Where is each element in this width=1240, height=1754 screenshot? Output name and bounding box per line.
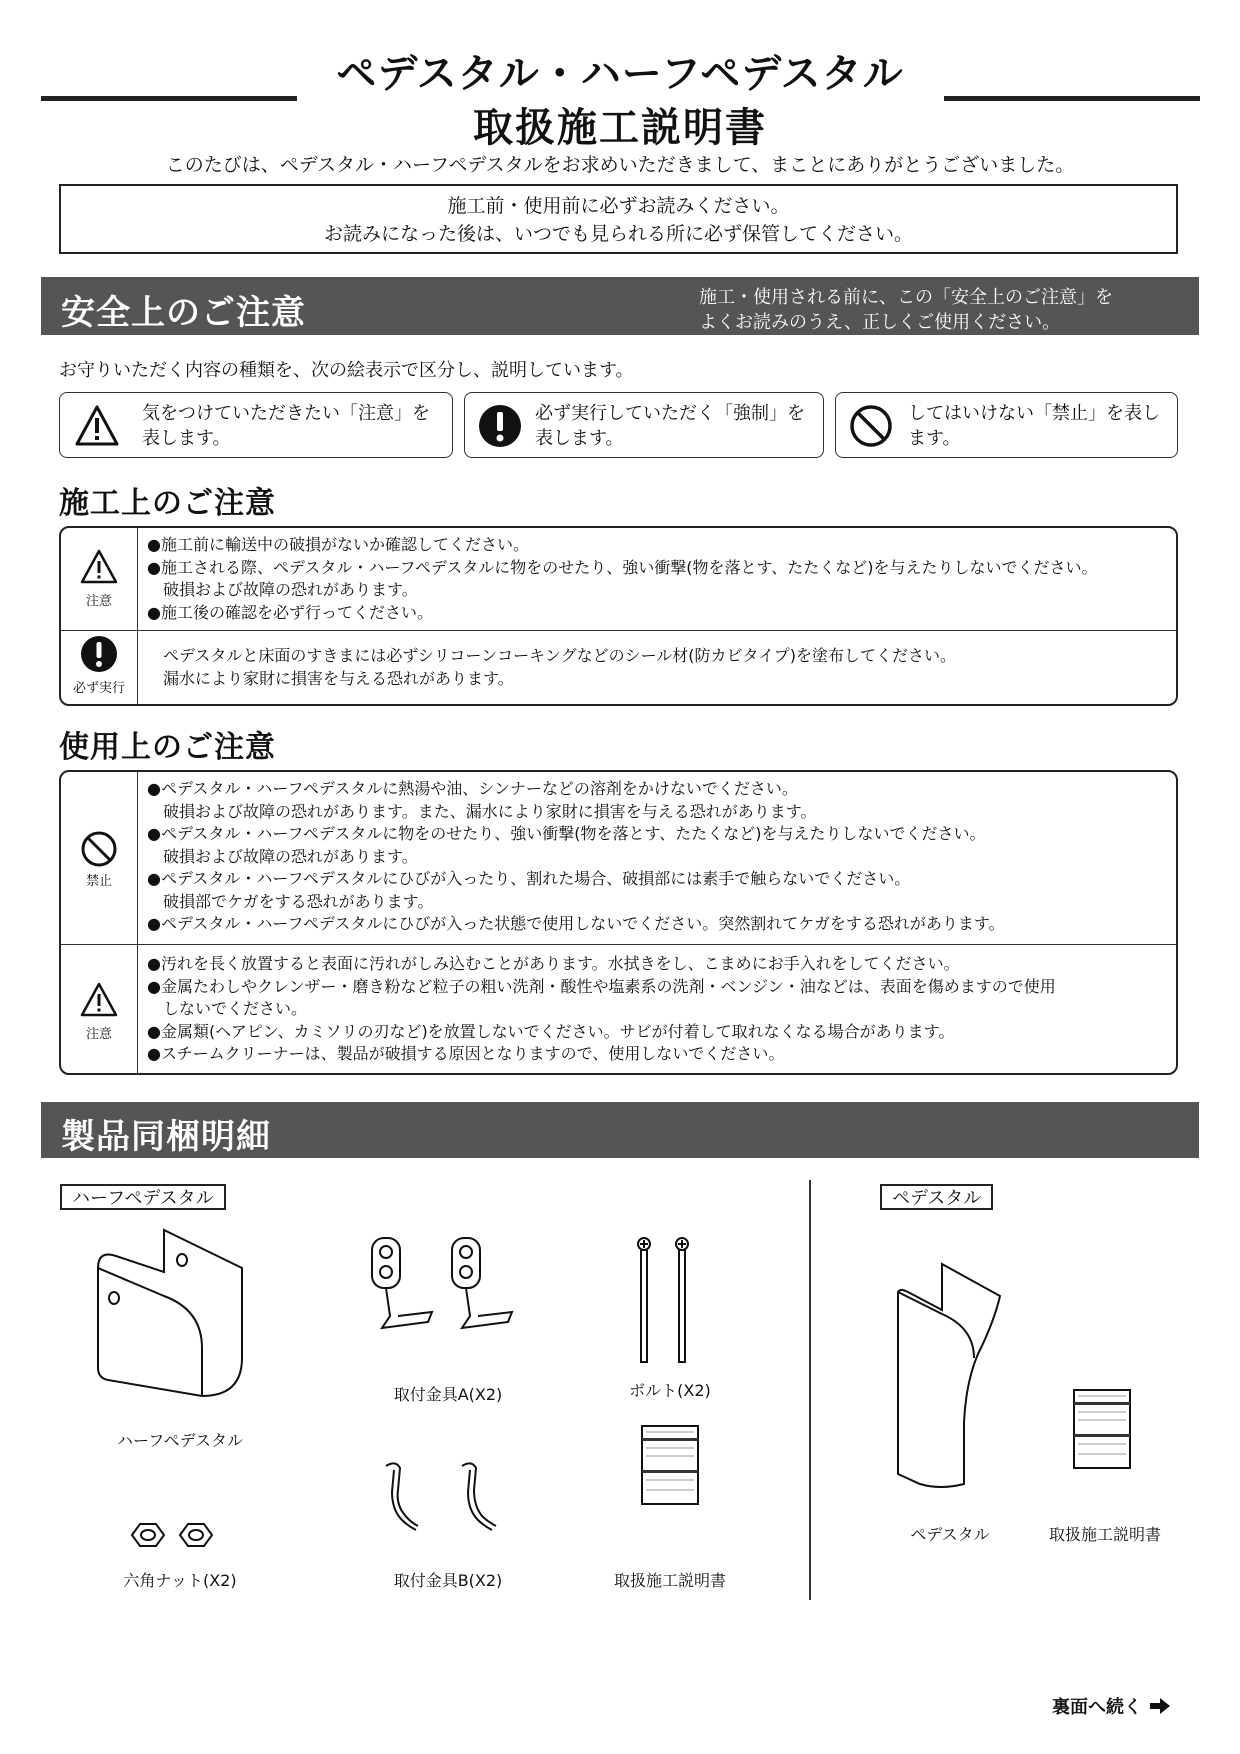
- mandatory-exclamation-icon: [477, 403, 523, 449]
- safety-section-band: [41, 277, 1199, 335]
- keep-notice-line-1: 施工前・使用前に必ずお読みください。: [447, 195, 790, 217]
- contents-heading: 製品同梱明細: [61, 1117, 271, 1157]
- manual-half-illustration: [640, 1424, 700, 1506]
- legend-caution-text: [142, 401, 430, 451]
- page-title: ペデスタル・ハーフペデスタル: [336, 51, 904, 97]
- install-mandatory-line-2: 漏水により家財に損害を与える恐れがあります。: [163, 668, 514, 688]
- legend-mandatory-line-1: 必ず実行していただく「強制」を: [535, 403, 805, 424]
- install-mandatory-icon-cell: [61, 631, 138, 706]
- usage-prohibited-line-1: ●ペデスタル・ハーフペデスタルに熱湯や油、シンナーなどの溶剤をかけないでください。: [147, 779, 798, 798]
- keep-notice-box: [59, 184, 1178, 254]
- usage-prohibited-line-2: 破損および故障の恐れがあります。また、漏水により家財に損害を与える恐れがあります。: [163, 801, 817, 821]
- usage-caution-line-4: ●金属類(ヘアピン、カミソリの刃など)を放置しないでください。サビが付着して取れなくなる場合があります。: [147, 1021, 955, 1041]
- install-row-mandatory: [61, 630, 1176, 706]
- install-caution-icon-cell: [61, 528, 138, 630]
- bracket-b-caption: 取付金具B(X2): [393, 1571, 503, 1590]
- install-caution-table: [59, 526, 1178, 706]
- legend-intro: お守りいただく内容の種類を、次の絵表示で区分し、説明しています。: [59, 360, 634, 381]
- mandatory-exclamation-icon: [80, 635, 118, 673]
- half-pedestal-group-label: ハーフペデスタル: [60, 1184, 226, 1210]
- install-mandatory-caption: 必ず実行: [72, 681, 125, 696]
- usage-prohibited-lines: [147, 778, 1005, 936]
- usage-caution-line-1: ●汚れを長く放置すると表面に汚れがしみ込むことがあります。水拭きをし、こまめにお手入れをしてください。: [147, 954, 960, 973]
- bracket-a-illustration: [368, 1236, 528, 1346]
- install-heading: 施工上のご注意: [59, 486, 276, 521]
- install-caution-line-4: ●施工後の確認を必ず行ってください。: [147, 602, 433, 622]
- legend-mandatory-text: [535, 401, 805, 451]
- usage-prohibited-line-5: ●ペデスタル・ハーフペデスタルにひびが入ったり、割れた場合、破損部には素手で触らないでください。: [147, 869, 911, 888]
- usage-prohibited-caption: 禁止: [85, 874, 112, 889]
- pedestal-group-label: ペデスタル: [880, 1184, 993, 1210]
- legend-mandatory: [464, 392, 824, 458]
- thanks-message: このたびは、ペデスタル・ハーフペデスタルをお求めいただきまして、まことにありがとうございました。: [165, 154, 1075, 176]
- arrow-right-icon: [1148, 1696, 1172, 1716]
- bracket-b-illustration: [378, 1460, 518, 1550]
- usage-prohibited-line-6: 破損部でケガをする恐れがあります。: [163, 891, 434, 911]
- legend-prohibited-line-2: ます。: [908, 428, 961, 449]
- usage-prohibited-line-4: 破損および故障の恐れがあります。: [163, 846, 418, 866]
- page-subtitle: 取扱施工説明書: [473, 105, 767, 151]
- usage-prohibited-line-7: ●ペデスタル・ハーフペデスタルにひびが入った状態で使用しないでください。突然割れてケガをする恐れがあります。: [147, 914, 1005, 933]
- continue-note: [1052, 1693, 1172, 1719]
- legend-caution-line-2: 表します。: [142, 428, 231, 449]
- usage-caution-caption: 注意: [85, 1027, 112, 1042]
- warning-triangle-icon: [80, 981, 118, 1019]
- half-pedestal-caption: ハーフペデスタル: [117, 1431, 243, 1450]
- usage-caution-table: [59, 770, 1178, 1075]
- warning-triangle-icon: [80, 548, 118, 586]
- usage-prohibited-line-3: ●ペデスタル・ハーフペデスタルに物をのせたり、強い衝撃(物を落とす、たたくなど)を与えたりしないでください。: [147, 824, 986, 843]
- legend-prohibited-line-1: してはいけない「禁止」を表し: [908, 403, 1160, 424]
- usage-row-prohibited: [61, 772, 1176, 944]
- keep-notice-line-2: お読みになった後は、いつでも見られる所に必ず保管してください。: [323, 223, 913, 245]
- bolt-illustration: [626, 1236, 706, 1366]
- bracket-a-caption: 取付金具A(X2): [393, 1385, 503, 1404]
- usage-row-caution: [61, 944, 1176, 1075]
- usage-heading: 使用上のご注意: [59, 730, 276, 765]
- install-mandatory-lines: [147, 645, 956, 690]
- group-divider: [809, 1180, 811, 1600]
- contents-section-band: [41, 1102, 1199, 1158]
- install-caution-line-2: ●施工される際、ペデスタル・ハーフペデスタルに物をのせたり、強い衝撃(物を落とす、たたくなど)を与えたりしないでください。: [147, 557, 1098, 577]
- install-caution-line-3: 破損および故障の恐れがあります。: [163, 580, 418, 599]
- legend-caution-line-1: 気をつけていただきたい「注意」を: [142, 403, 430, 424]
- bolt-caption: ボルト(X2): [629, 1381, 711, 1400]
- hex-nut-illustration: [128, 1520, 218, 1550]
- install-mandatory-line-1: ペデスタルと床面のすきまには必ずシリコーンコーキングなどのシール材(防カビタイプ)を塗布してください。: [163, 646, 956, 665]
- usage-prohibited-icon-cell: [61, 772, 138, 944]
- usage-caution-lines: [147, 953, 1056, 1066]
- install-caution-lines: [147, 534, 1097, 624]
- prohibited-circle-icon: [848, 403, 894, 449]
- manual-half-caption: 取扱施工説明書: [613, 1571, 726, 1590]
- install-caution-line-1: ●施工前に輸送中の破損がないか確認してください。: [147, 535, 529, 554]
- prohibited-circle-icon: [80, 830, 118, 868]
- usage-caution-icon-cell: [61, 945, 138, 1075]
- manual-full-caption: 取扱施工説明書: [1048, 1525, 1161, 1544]
- safety-note-line-1: 施工・使用される前に、この「安全上のご注意」を: [699, 287, 1113, 308]
- manual-full-illustration: [1072, 1388, 1132, 1470]
- pedestal-caption: ペデスタル: [910, 1525, 990, 1544]
- usage-caution-line-3: しないでください。: [163, 999, 308, 1018]
- safety-note-line-2: よくお読みのうえ、正しくご使用ください。: [699, 312, 1061, 333]
- safety-heading: 安全上のご注意: [61, 293, 306, 333]
- legend-caution: [59, 392, 453, 458]
- legend-prohibited: [835, 392, 1178, 458]
- legend-mandatory-line-2: 表します。: [535, 428, 624, 449]
- pedestal-illustration: [890, 1262, 1010, 1492]
- continue-text: 裏面へ続く: [1052, 1697, 1142, 1718]
- install-row-caution: [61, 528, 1176, 630]
- install-caution-caption: 注意: [85, 594, 112, 609]
- legend-prohibited-text: [908, 401, 1160, 451]
- hex-nut-caption: 六角ナット(X2): [123, 1571, 237, 1590]
- warning-triangle-icon: [74, 403, 120, 449]
- usage-caution-line-5: ●スチームクリーナーは、製品が破損する原因となりますので、使用しないでください。: [147, 1044, 785, 1063]
- usage-caution-line-2: ●金属たわしやクレンザー・磨き粉など粒子の粗い洗剤・酸性や塩素系の洗剤・ベンジン・油などは、表面を傷めますので使用: [147, 976, 1056, 996]
- half-pedestal-illustration: [92, 1228, 262, 1398]
- safety-note: [699, 285, 1113, 335]
